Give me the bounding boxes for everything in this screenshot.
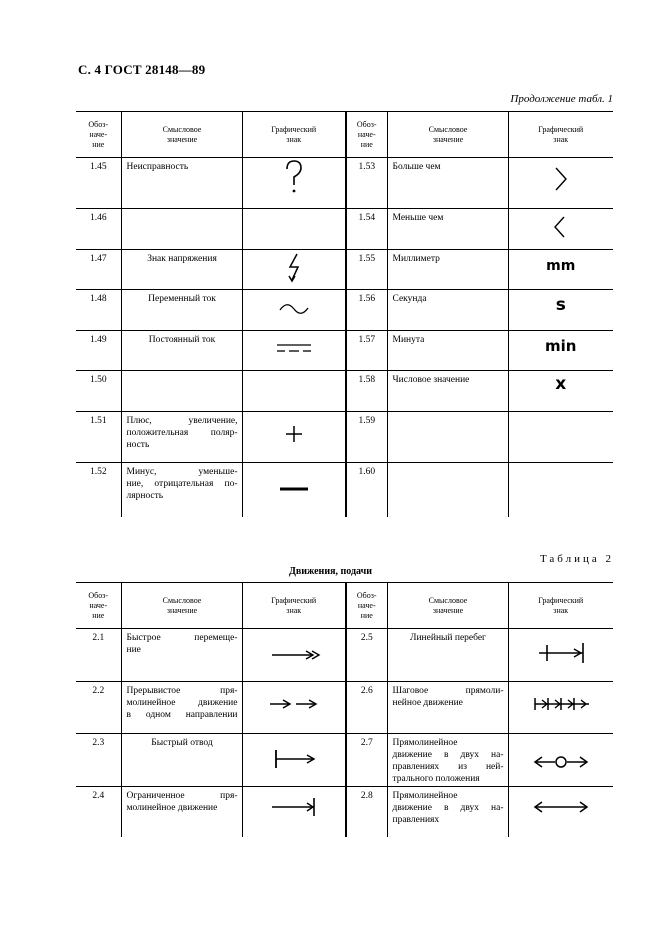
empty-symbol [242, 209, 346, 250]
meaning-line: Линейный перебег [410, 633, 486, 643]
bidirectional-from-neutral-icon [508, 734, 613, 787]
header-symbol: Графический знак [508, 583, 613, 629]
row-number: 2.3 [76, 734, 121, 787]
row-meaning [387, 463, 508, 517]
minute-symbol-text: min [545, 337, 577, 355]
step-movement-icon [508, 682, 613, 734]
row-meaning: Числовое значение [387, 371, 508, 412]
row-meaning [387, 682, 508, 734]
continuation-label: Продолжение табл. 1 [510, 93, 613, 105]
table-row [76, 412, 613, 463]
row-meaning: Постоянный ток [121, 331, 242, 371]
row-meaning [121, 734, 242, 787]
header-designation: Обоз- наче- ние [346, 112, 387, 158]
row-meaning: Миллиметр [387, 250, 508, 290]
table-row [76, 290, 613, 331]
table-2-title: Движения, подачи [288, 566, 373, 577]
table-2-label: Таблица 2 [539, 553, 614, 565]
second-icon [508, 290, 613, 331]
meaning-line: Шаговое прямоли- [392, 686, 504, 696]
rapid-movement-icon [242, 629, 346, 682]
header-symbol: Графический знак [242, 583, 346, 629]
row-number: 1.57 [346, 331, 387, 371]
intermittent-movement-icon [242, 682, 346, 734]
table-2 [76, 582, 613, 837]
row-meaning [387, 629, 508, 682]
table-row [76, 734, 613, 787]
meaning-line: движение в двух на- [392, 750, 504, 760]
meaning-line: Плюс, увеличение, [126, 416, 238, 426]
row-number: 2.5 [346, 629, 387, 682]
table-row [76, 158, 613, 209]
row-number: 1.56 [346, 290, 387, 331]
meaning-line: положительная поляр- [126, 428, 238, 438]
row-number: 2.7 [346, 734, 387, 787]
row-number: 2.1 [76, 629, 121, 682]
row-meaning: Неисправность [121, 158, 242, 209]
row-number: 2.4 [76, 787, 121, 837]
sine-wave-icon [242, 290, 346, 331]
lightning-arrow-icon [242, 250, 346, 290]
table-row [76, 629, 613, 682]
row-meaning: Знак напряжения [121, 250, 242, 290]
empty-symbol [508, 463, 613, 517]
header-meaning: Смысловое значение [121, 583, 242, 629]
row-meaning [121, 682, 242, 734]
meaning-line: лярность [126, 491, 164, 501]
row-meaning: Больше чем [387, 158, 508, 209]
header-meaning: Смысловое значение [387, 112, 508, 158]
row-number: 2.6 [346, 682, 387, 734]
table-row [76, 787, 613, 837]
row-number: 2.2 [76, 682, 121, 734]
table-row [76, 250, 613, 290]
numeric-value-symbol-text: x [555, 374, 567, 394]
empty-symbol [508, 412, 613, 463]
row-number: 1.48 [76, 290, 121, 331]
empty-symbol [242, 371, 346, 412]
row-number: 1.45 [76, 158, 121, 209]
header-designation: Обоз- наче- ние [346, 583, 387, 629]
greater-than-icon [508, 158, 613, 209]
direct-current-icon [242, 331, 346, 371]
row-number: 1.58 [346, 371, 387, 412]
meaning-line: правлениях [392, 815, 440, 825]
row-number: 1.52 [76, 463, 121, 517]
table-row [76, 371, 613, 412]
row-meaning: Переменный ток [121, 290, 242, 331]
row-meaning [387, 787, 508, 837]
meaning-line: ние [126, 645, 141, 655]
header-designation: Обоз- наче- ние [76, 112, 121, 158]
page-header: С. 4 ГОСТ 28148—89 [78, 62, 206, 77]
meaning-line: молинейное движение [126, 803, 218, 813]
row-number: 1.60 [346, 463, 387, 517]
row-meaning [387, 734, 508, 787]
row-meaning: Меньше чем [387, 209, 508, 250]
row-meaning [121, 629, 242, 682]
table-row [76, 463, 613, 517]
table-row [76, 331, 613, 371]
meaning-line: трального положения [392, 774, 480, 784]
meaning-line: молинейное движение [126, 698, 238, 708]
meaning-line: ность [126, 440, 150, 450]
row-meaning [121, 412, 242, 463]
row-number: 1.54 [346, 209, 387, 250]
row-meaning: Секунда [387, 290, 508, 331]
millimeter-symbol-text: mm [546, 258, 576, 274]
row-meaning [387, 412, 508, 463]
meaning-line: Минус, уменьше- [126, 467, 238, 477]
meaning-line: Прямолинейное [392, 738, 458, 748]
bidirectional-movement-icon [508, 787, 613, 837]
row-number: 1.47 [76, 250, 121, 290]
row-number: 1.59 [346, 412, 387, 463]
row-number: 2.8 [346, 787, 387, 837]
header-symbol: Графический знак [508, 112, 613, 158]
header-meaning: Смысловое значение [121, 112, 242, 158]
row-number: 1.51 [76, 412, 121, 463]
millimeter-icon [508, 250, 613, 290]
header-symbol: Графический знак [242, 112, 346, 158]
limited-movement-icon [242, 787, 346, 837]
meaning-line: движение в двух на- [392, 803, 504, 813]
meaning-line: Прямолинейное [392, 791, 458, 801]
header-designation: Обоз- наче- ние [76, 583, 121, 629]
meaning-line: в одном направлении [126, 710, 238, 720]
meaning-line: нейное движение [392, 698, 463, 708]
row-number: 1.53 [346, 158, 387, 209]
table-row [76, 682, 613, 734]
less-than-icon [508, 209, 613, 250]
numeric-value-icon [508, 371, 613, 412]
meaning-line: Быстрое перемеще- [126, 633, 238, 643]
meaning-line: Ограниченное пря- [126, 791, 238, 801]
meaning-line: Прерывистое пря- [126, 686, 238, 696]
header-meaning: Смысловое значение [387, 583, 508, 629]
linear-overtravel-icon [508, 629, 613, 682]
meaning-line: Быстрый отвод [151, 738, 213, 748]
second-symbol-text: s [555, 295, 566, 315]
plus-icon [242, 412, 346, 463]
table-2-header [76, 583, 613, 629]
row-number: 1.49 [76, 331, 121, 371]
table-1-header [76, 112, 613, 158]
rapid-retract-icon [242, 734, 346, 787]
minus-icon [242, 463, 346, 517]
row-meaning [121, 371, 242, 412]
row-number: 1.55 [346, 250, 387, 290]
minute-icon [508, 331, 613, 371]
row-meaning [121, 463, 242, 517]
meaning-line: ние, отрицательная по- [126, 479, 238, 489]
row-number: 1.50 [76, 371, 121, 412]
table-row [76, 209, 613, 250]
row-number: 1.46 [76, 209, 121, 250]
table-1 [76, 111, 613, 517]
meaning-line: правлениях из ней- [392, 762, 504, 772]
row-meaning [121, 209, 242, 250]
row-meaning [121, 787, 242, 837]
question-mark-icon [242, 158, 346, 209]
row-meaning: Минута [387, 331, 508, 371]
